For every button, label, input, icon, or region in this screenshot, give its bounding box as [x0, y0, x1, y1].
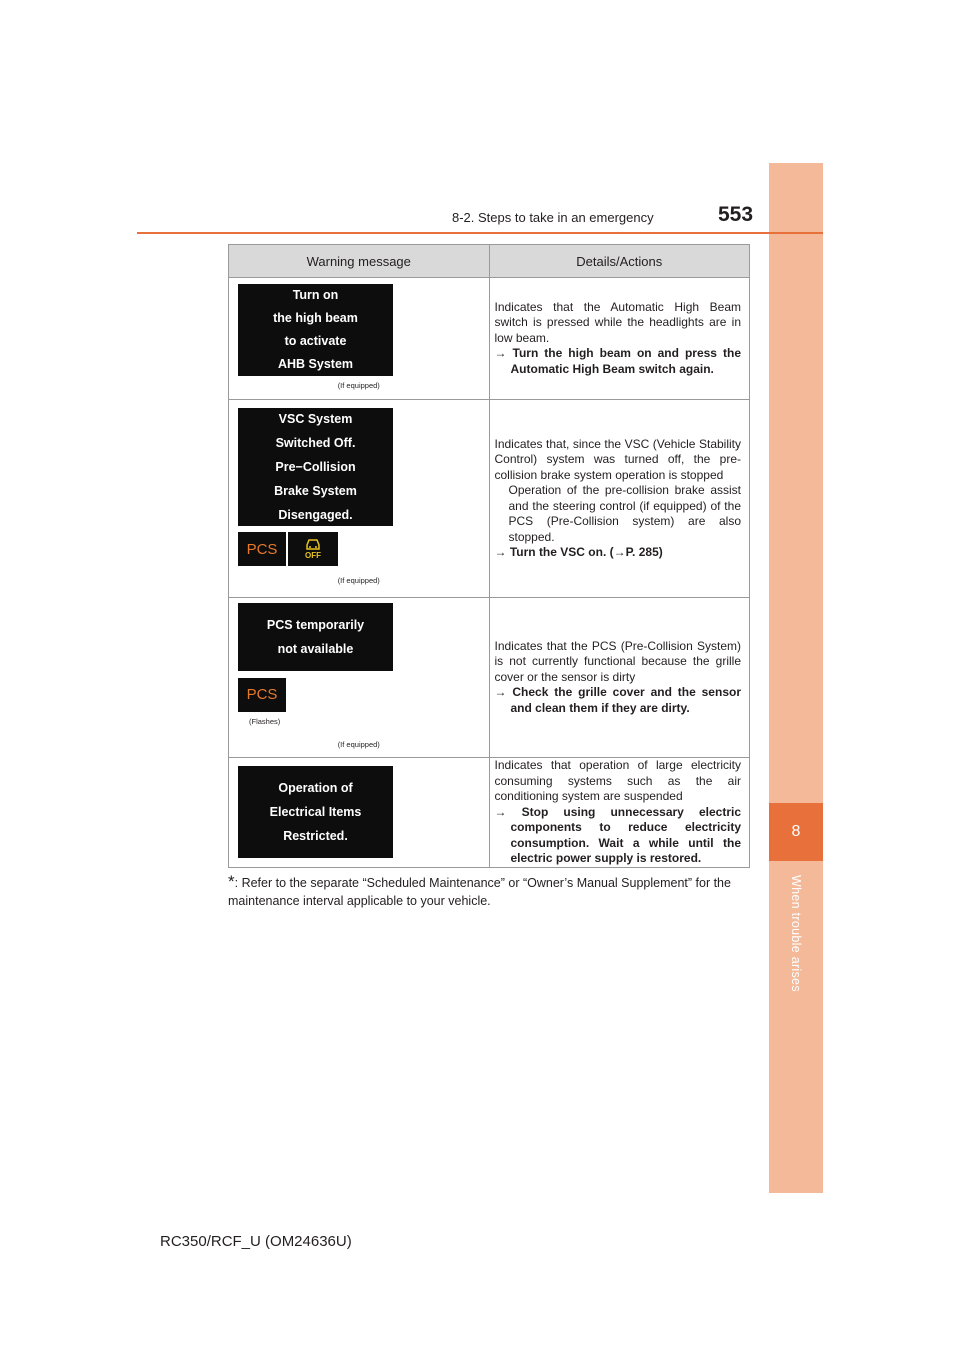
- footnote-symbol: *: [228, 872, 235, 891]
- screen-line: Electrical Items: [269, 805, 362, 820]
- action-text: → Stop using unnecessary electric components to reduce electricity consumption. Wait a while until the electric power supply is restored.: [494, 804, 741, 865]
- screen-line: Brake System: [274, 484, 357, 499]
- screen-line: the high beam: [273, 310, 358, 325]
- display-screen-vsc: [238, 408, 393, 526]
- warning-message-table: [228, 244, 750, 868]
- screen-line: Turn on: [292, 287, 339, 302]
- page-number: 553: [718, 203, 754, 226]
- screen-line: AHB System: [277, 356, 354, 371]
- sub-details-text: Operation of the pre-collision brake assist and the steering control (if equipped) of the PCS (Pre-Collision system) are also stopped.: [508, 483, 741, 544]
- column-header-warning-message: Warning message: [229, 245, 490, 278]
- screen-line: Disengaged.: [278, 508, 353, 523]
- display-screen-electrical: [238, 766, 393, 858]
- pcs-indicator: [238, 532, 286, 566]
- footnote-text: : Refer to the separate “Scheduled Maintenance” or “Owner’s Manual Supplement” for the maintenance interval applicable to your vehicle.: [228, 876, 731, 908]
- screen-line: to activate: [284, 333, 347, 348]
- table-row: [229, 278, 750, 400]
- table-header-row: [229, 245, 750, 278]
- details-cell: [489, 758, 750, 868]
- pcs-car-icon: [306, 539, 320, 551]
- pcs-indicator-label: PCS: [246, 685, 278, 703]
- if-equipped-note: (If equipped): [337, 380, 380, 390]
- screen-line: Pre−Collision: [275, 460, 356, 475]
- screen-line: not available: [277, 641, 354, 656]
- if-equipped-note: (If equipped): [337, 576, 380, 586]
- flashes-note: (Flashes): [249, 716, 281, 726]
- action-text: → Check the grille cover and the sensor and clean them if they are dirty.: [494, 685, 741, 715]
- details-text: Indicates that the PCS (Pre-Collision System) is not currently functional because the grille cover or the sensor is dirty: [494, 638, 741, 684]
- screen-line: PCS temporarily: [266, 617, 365, 632]
- chapter-sidebar: [769, 163, 823, 1193]
- details-cell: [489, 278, 750, 400]
- details-text: Indicates that, since the VSC (Vehicle Stability Control) system was turned off, the pre-collision brake system operation is stopped: [494, 436, 741, 482]
- pcs-off-indicator: [288, 532, 338, 566]
- display-screen-ahb: [238, 284, 393, 376]
- chapter-title: When trouble arises: [789, 875, 803, 992]
- indicator-group: [238, 532, 489, 566]
- action-text: → Turn the high beam on and press the Automatic High Beam switch again.: [494, 346, 741, 376]
- table-row: [229, 758, 750, 868]
- pcs-indicator: [238, 678, 286, 712]
- details-cell: [489, 400, 750, 598]
- chapter-number: 8: [791, 823, 801, 840]
- chapter-title-vertical: [789, 875, 803, 1025]
- pcs-indicator-label: PCS: [246, 540, 278, 558]
- screen-line: Switched Off.: [275, 436, 356, 451]
- column-header-details-actions: Details/Actions: [489, 245, 750, 278]
- display-screen-pcs: [238, 603, 393, 671]
- header-rule: [137, 232, 823, 234]
- if-equipped-note: (If equipped): [337, 740, 380, 749]
- action-text: → Turn the VSC on. (→P. 285): [494, 545, 663, 559]
- warning-message-cell: [229, 278, 490, 400]
- off-label: OFF: [305, 550, 321, 560]
- section-title: 8-2. Steps to take in an emergency: [452, 210, 654, 225]
- details-text: Indicates that the Automatic High Beam switch is pressed while the headlights are in low beam.: [494, 299, 741, 345]
- warning-message-cell: [229, 598, 490, 758]
- footnote: [228, 873, 750, 910]
- screen-line: Restricted.: [283, 829, 348, 844]
- table-row: [229, 400, 750, 598]
- screen-line: Operation of: [278, 781, 353, 796]
- warning-message-cell: [229, 758, 490, 868]
- screen-line: VSC System: [278, 412, 353, 427]
- model-code: RC350/RCF_U (OM24636U): [160, 1233, 352, 1250]
- table-row: [229, 598, 750, 758]
- warning-message-cell: [229, 400, 490, 598]
- chapter-number-tab: [769, 803, 823, 861]
- details-text: Indicates that operation of large electricity consuming systems such as the air conditioning system are suspended: [494, 758, 741, 803]
- details-cell: [489, 598, 750, 758]
